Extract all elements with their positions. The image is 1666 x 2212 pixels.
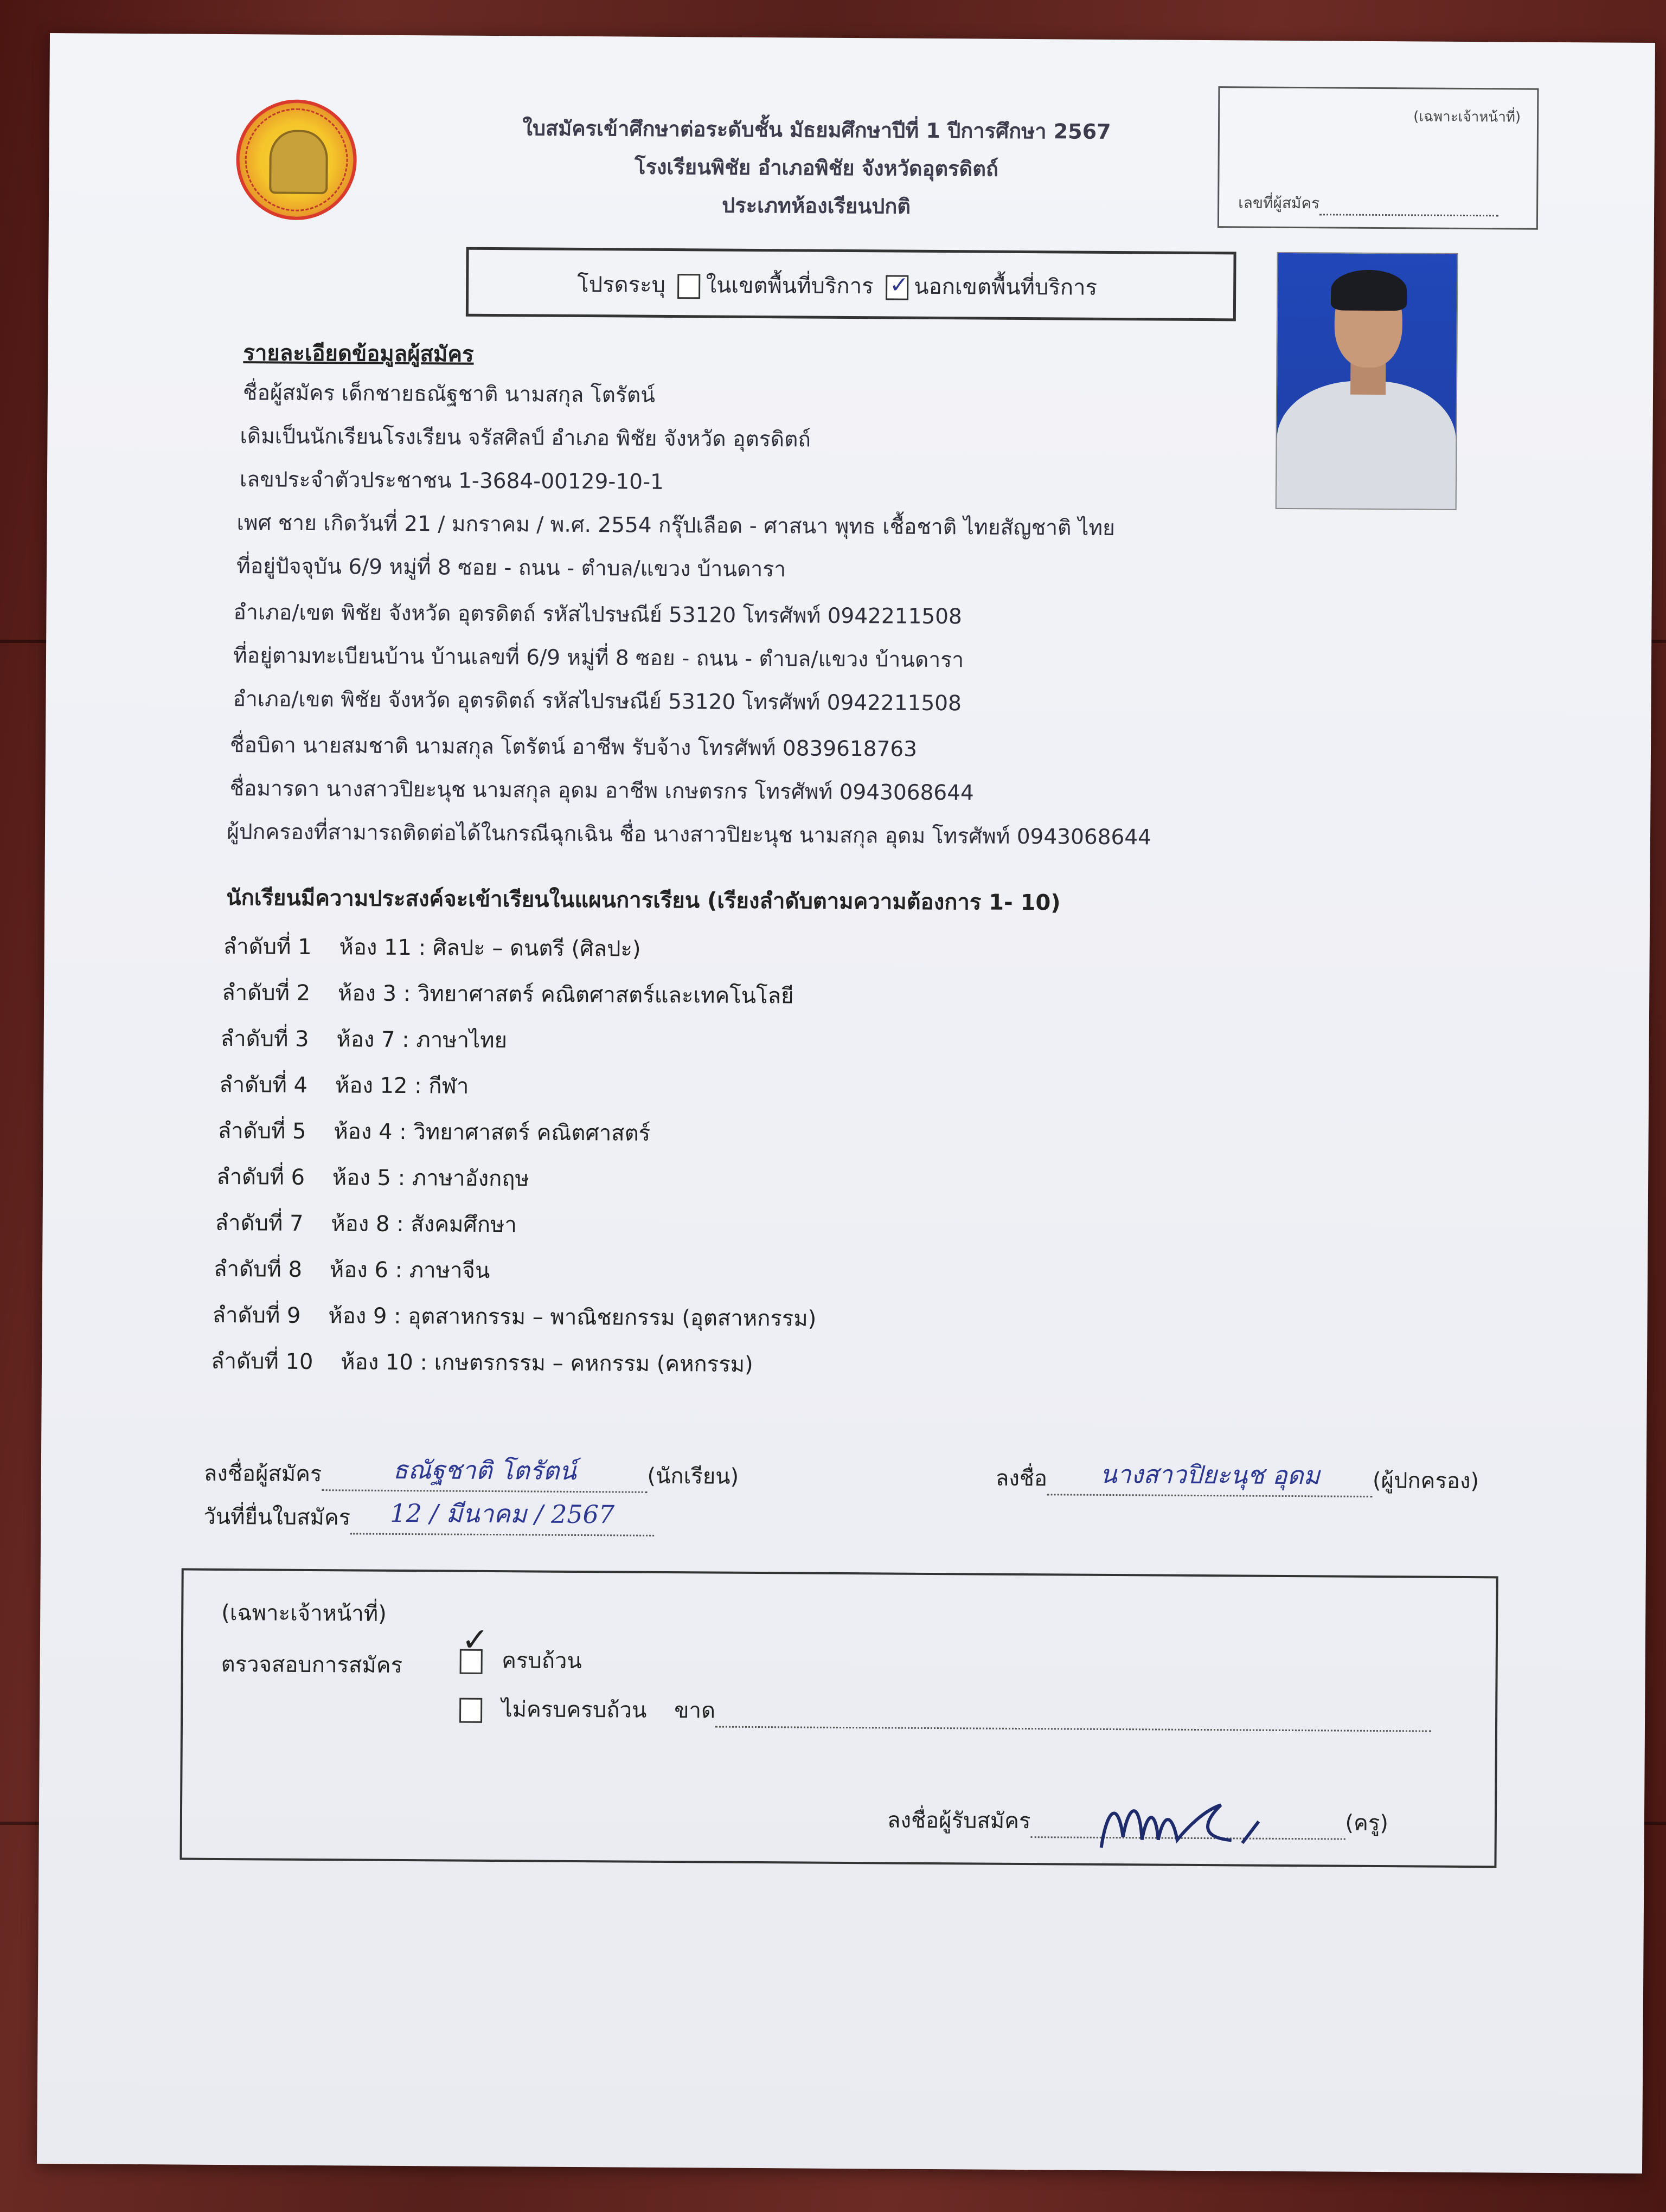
preference-rank: ลำดับที่ 6 (216, 1164, 305, 1190)
preference-row (217, 1113, 650, 1150)
applicant-line: อำเภอ/เขต พิชัย จังหวัด อุตรดิตถ์ รหัสไปรษณีย์ 53120 โทรศัพท์ 0942211508 (233, 687, 962, 716)
preference-row (216, 1159, 529, 1196)
preference-rank: ลำดับที่ 9 (212, 1302, 301, 1328)
incomplete-label: ไม่ครบครบถ้วน (501, 1697, 647, 1723)
applicant-line: เพศ ชาย เกิดวันที่ 21 / มกราคม / พ.ศ. 2554 กรุ๊ปเลือด - ศาสนา พุทธ เชื้อชาติ ไทยสัญชาติ ไทย (236, 511, 1116, 541)
applicant-line: ที่อยู่ปัจจุบัน 6/9 หมู่ที่ 8 ซอย - ถนน - ตำบล/แขวง บ้านดารา (236, 554, 786, 582)
applicant-signature-line[interactable] (204, 1449, 739, 1494)
preference-room: ห้อง 10 : เกษตรกรรม – คหกรรม (คหกรรม) (341, 1349, 753, 1377)
in-area-label: ในเขตพื้นที่บริการ (706, 273, 874, 299)
preferences-title: นักเรียนมีความประสงค์จะเข้าเรียนในแผนการเรียน (เรียงลำดับตามความต้องการ 1- 10) (226, 885, 1061, 916)
preference-rank: ลำดับที่ 5 (217, 1118, 306, 1144)
guardian-signature-label: ลงชื่อ (995, 1465, 1048, 1491)
check-mark-icon: ✓ (461, 1621, 489, 1659)
preference-room: ห้อง 4 : วิทยาศาสตร์ คณิตศาสตร์ (334, 1119, 651, 1146)
preference-room: ห้อง 7 : ภาษาไทย (336, 1027, 508, 1053)
office-use-box (1218, 86, 1539, 230)
preference-rank: ลำดับที่ 8 (213, 1256, 303, 1282)
receiver-signature-label: ลงชื่อผู้รับสมัคร (887, 1808, 1031, 1834)
check-mark-icon: ✓ (889, 271, 909, 298)
preference-row (222, 975, 794, 1013)
receiver-signature-scribble (1095, 1788, 1280, 1860)
preference-row (211, 1343, 753, 1381)
missing-blank[interactable] (715, 1726, 1431, 1732)
incomplete-checkbox[interactable] (459, 1698, 482, 1723)
preference-room: ห้อง 9 : อุตสาหกรรม – พาณิชยกรรม (อุตสาหกรรม) (328, 1303, 817, 1332)
applicant-line: ชื่อผู้สมัคร เด็กชายธณัฐชาติ นามสกุล โตรัตน์ (242, 381, 656, 408)
guardian-signature-suffix: (ผู้ปกครอง) (1372, 1468, 1479, 1494)
preference-rank: ลำดับที่ 4 (219, 1072, 308, 1098)
application-date-label: วันที่ยื่นใบสมัคร (203, 1504, 351, 1531)
staff-only-title: (เฉพาะเจ้าหน้าที่) (221, 1600, 387, 1626)
missing-label: ขาด (674, 1698, 716, 1724)
applicant-line: ผู้ปกครองที่สามารถติดต่อได้ในกรณีฉุกเฉิน ชื่อ นางสาวปิยะนุช นามสกุล อุดม โทรศัพท์ 0943068644 (226, 820, 1152, 850)
photo-shirt (1277, 381, 1456, 510)
preference-rank: ลำดับที่ 1 (223, 934, 312, 960)
application-date-value: 12 / มีนาคม / 2567 (350, 1493, 654, 1536)
applicant-number-blank (1319, 214, 1498, 216)
preference-row (215, 1205, 517, 1242)
preference-rank: ลำดับที่ 7 (215, 1210, 304, 1236)
out-area-checkbox[interactable] (886, 271, 909, 300)
application-form (37, 33, 1655, 2174)
preference-rank: ลำดับที่ 10 (210, 1348, 313, 1375)
preference-row (212, 1297, 816, 1336)
applicant-signature-label: ลงชื่อผู้สมัคร (203, 1461, 322, 1487)
preference-room: ห้อง 5 : ภาษาอังกฤษ (332, 1165, 530, 1192)
school-emblem-icon (269, 130, 328, 194)
preference-row (223, 929, 641, 966)
staff-only-box (180, 1568, 1498, 1868)
school-logo (236, 99, 357, 220)
receiver-signature-blank (1030, 1836, 1345, 1840)
applicant-line: เดิมเป็นนักเรียนโรงเรียน จรัสศิลป์ อำเภอ พิชัย จังหวัด อุตรดิตถ์ (240, 424, 811, 452)
application-date-line[interactable] (203, 1493, 654, 1536)
class-type: ประเภทห้องเรียนปกติ (722, 193, 911, 218)
preference-rank: ลำดับที่ 3 (220, 1026, 309, 1052)
receiver-signature-suffix: (ครู) (1345, 1810, 1389, 1836)
preference-room: ห้อง 11 : ศิลปะ – ดนตรี (ศิลปะ) (339, 935, 641, 962)
applicant-number-label: เลขที่ผู้สมัคร (1238, 194, 1320, 213)
preference-rank: ลำดับที่ 2 (222, 980, 311, 1006)
preference-row (214, 1251, 490, 1288)
applicant-signature-value: ธณัฐชาติ โตรัตน์ (322, 1450, 647, 1493)
service-area-box (466, 247, 1236, 321)
applicant-signature-suffix: (นักเรียน) (647, 1463, 739, 1489)
incomplete-option (454, 1692, 1431, 1732)
applicant-number-field[interactable] (1238, 191, 1498, 216)
preference-row (219, 1067, 469, 1103)
applicant-line: ชื่อบิดา นายสมชาติ นามสกุล โตรัตน์ อาชีพ รับจ้าง โทรศัพท์ 0839618763 (229, 733, 918, 762)
out-area-label: นอกเขตพื้นที่บริการ (914, 274, 1098, 300)
preference-room: ห้อง 12 : กีฬา (335, 1073, 469, 1099)
preference-room: ห้อง 6 : ภาษาจีน (329, 1257, 490, 1283)
service-area-row (577, 267, 1097, 305)
guardian-signature-value: นางสาวปิยะนุช อุดม (1047, 1454, 1373, 1497)
guardian-signature-line[interactable] (996, 1454, 1479, 1498)
preference-row (221, 1021, 508, 1057)
preference-room: ห้อง 8 : สังคมศึกษา (331, 1211, 517, 1238)
complete-option (454, 1621, 582, 1678)
applicant-line: ที่อยู่ตามทะเบียนบ้าน บ้านเลขที่ 6/9 หมู่ที่ 8 ซอย - ถนน - ตำบล/แขวง บ้านดารา (233, 644, 964, 673)
office-use-title: (เฉพาะเจ้าหน้าที่) (1413, 108, 1521, 126)
preference-room: ห้อง 3 : วิทยาศาสตร์ คณิตศาสตร์และเทคโนโลยี (337, 981, 794, 1009)
applicant-line: เลขประจำตัวประชาชน 1-3684-00129-10-1 (239, 467, 664, 494)
complete-checkbox[interactable] (460, 1621, 489, 1674)
photo-hair (1331, 269, 1407, 311)
school-name: โรงเรียนพิชัย อำเภอพิชัย จังหวัดอุตรดิตถ์ (634, 155, 999, 181)
specify-label: โปรดระบุ (577, 272, 666, 298)
applicant-section-title: รายละเอียดข้อมูลผู้สมัคร (243, 340, 474, 367)
applicant-line: ชื่อมารดา นางสาวปิยะนุช นามสกุล อุดม อาชีพ เกษตรกร โทรศัพท์ 0943068644 (229, 776, 974, 806)
staff-check-label: ตรวจสอบการสมัคร (221, 1651, 403, 1679)
applicant-photo (1276, 252, 1458, 510)
applicant-line: อำเภอ/เขต พิชัย จังหวัด อุตรดิตถ์ รหัสไปรษณีย์ 53120 โทรศัพท์ 0942211508 (233, 600, 962, 629)
complete-label: ครบถ้วน (502, 1648, 582, 1674)
form-title: ใบสมัครเข้าศึกษาต่อระดับชั้น มัธยมศึกษาปีที่ 1 ปีการศึกษา 2567 (522, 116, 1111, 144)
receiver-signature-line[interactable] (887, 1802, 1388, 1840)
in-area-checkbox[interactable] (677, 274, 700, 299)
